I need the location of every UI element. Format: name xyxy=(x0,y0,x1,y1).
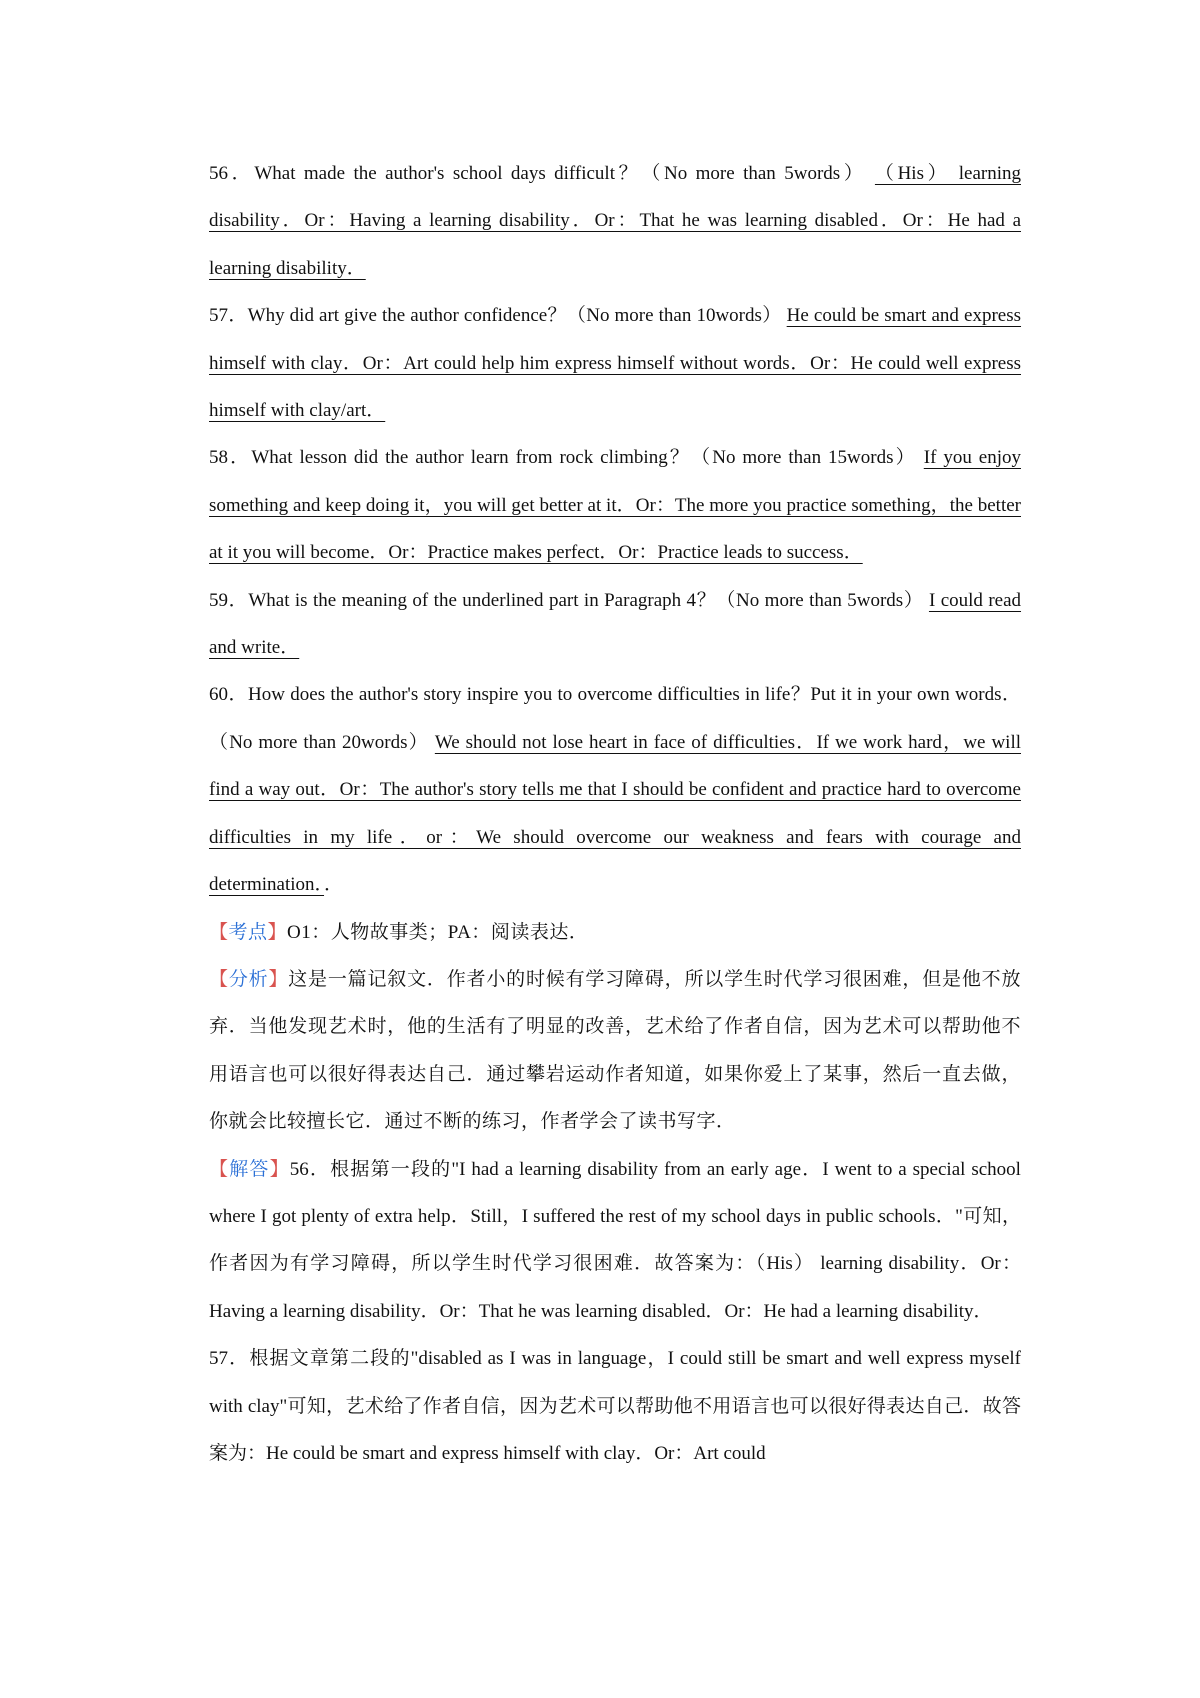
section-label: 分析 xyxy=(228,968,269,990)
answer-text: We should not lose heart in face of difficulties．If we work hard，we will find a way out．Or：The author's story tells me that I should be confident and practice hard to overcome difficulties in my life．or：We should overcome our weakness and fears with courage and determination． xyxy=(209,731,1021,896)
answer-text: He could be smart and express himself with clay．Or：Art could help him express himself without words．Or：He could well express himself with clay/art． xyxy=(209,305,1022,422)
question-60 xyxy=(209,671,1021,908)
question-prompt: 60．How does the author's story inspire you to overcome difficulties in life？Put it in your own words．（No more than 20words） xyxy=(209,684,1021,753)
solution-56-text: 56．根据第一段的"I had a learning disability from an early age．I went to a special school where I got plenty of extra help．Still，I suffered the rest of my school days in public schools．"可知，作者因为有学习障碍，所以学生时代学习很困难．故答案为：（His） learning disability．Or：Having a learning disability．Or：That he was learning disabled．Or：He had a learning disability． xyxy=(209,1158,1021,1322)
section-bracket-left: 【 xyxy=(209,1158,230,1180)
question-prompt: 56．What made the author's school days difficult？（No more than 5words） xyxy=(209,163,867,184)
section-bracket-right: 】 xyxy=(267,921,288,943)
section-bracket-right: 】 xyxy=(268,968,289,990)
question-prompt: 57．Why did art give the author confidence？（No more than 10words） xyxy=(209,305,782,327)
answer-text: If you enjoy something and keep doing it，you will get better at it．Or：The more you practice something，the better at it you will become．Or：Practice makes perfect．Or：Practice leads to success． xyxy=(209,447,1021,564)
question-58 xyxy=(209,434,1021,576)
section-text: O1：人物故事类；PA：阅读表达． xyxy=(287,921,589,943)
section-label: 考点 xyxy=(228,921,268,943)
section-bracket-left: 【 xyxy=(209,968,229,990)
section-text: 这是一篇记叙文．作者小的时候有学习障碍，所以学生时代学习很困难，但是他不放弃．当他发现艺术时，他的生活有了明显的改善，艺术给了作者自信，因为艺术可以帮助他不用语言也可以很好得表达自己．通过攀岩运动作者知道，如果你爱上了某事，然后一直去做，你就会比较擅长它．通过不断的练习，作者学会了读书写字． xyxy=(209,968,1021,1133)
section-label: 解答 xyxy=(229,1158,270,1180)
question-56 xyxy=(209,150,1021,292)
question-59 xyxy=(209,577,1021,672)
kaodian-section xyxy=(209,909,1021,956)
question-prompt: 58．What lesson did the author learn from rock climbing？（No more than 15words） xyxy=(209,447,917,469)
question-57 xyxy=(209,292,1021,434)
jieda-section xyxy=(209,1146,1021,1336)
solution-57 xyxy=(209,1335,1021,1477)
answer-text: I could read and write． xyxy=(209,589,1022,659)
answer-text: （His） learning disability．Or：Having a learning disability．Or：That he was learning disabled．Or：He had a learning disability． xyxy=(209,163,1021,279)
section-bracket-left: 【 xyxy=(209,921,229,943)
fenxi-section xyxy=(209,956,1021,1146)
question-prompt: 59．What is the meaning of the underlined part in Paragraph 4？（No more than 5words） xyxy=(209,589,924,611)
section-bracket-right: 】 xyxy=(269,1158,290,1180)
trailing-period: ． xyxy=(324,874,344,896)
document-body xyxy=(209,150,1021,1477)
solution-57-text: 57．根据文章第二段的"disabled as I was in language，I could still be smart and well express myself with clay"可知，艺术给了作者自信，因为艺术可以帮助他不用语言也可以很好得表达自己．故答案为：He could be smart and express himself with clay．Or：Art could xyxy=(209,1348,1021,1464)
